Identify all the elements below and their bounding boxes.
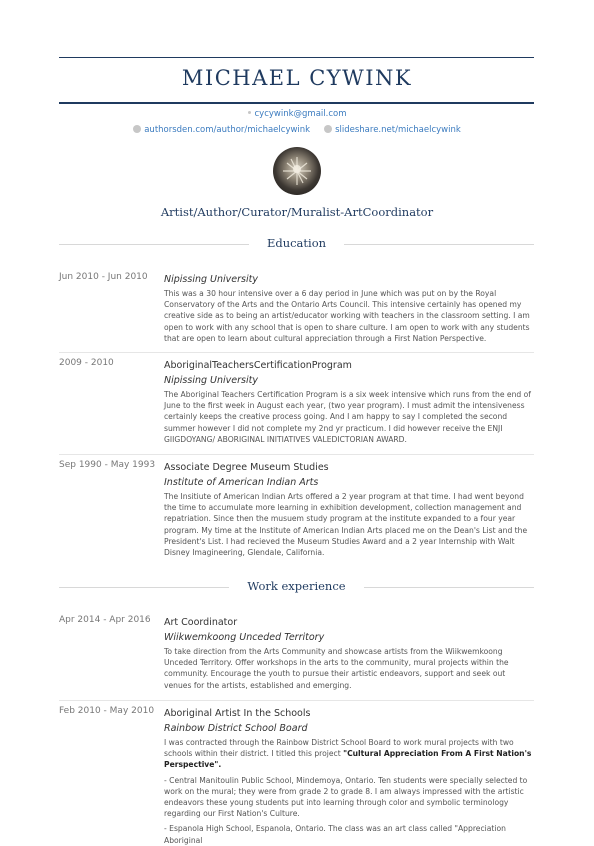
bullet-icon bbox=[248, 111, 251, 114]
profile-photo bbox=[273, 147, 321, 195]
entry-description: I was contracted through the Rainbow District School Board to work mural projects with two schools within their district. I titled this project "Cultural Appreciation From A First Nation's Perspective". bbox=[164, 738, 532, 770]
education-heading bbox=[59, 236, 534, 252]
candidate-name: MICHAEL CYWINK bbox=[181, 66, 413, 90]
entry-description: The Aboriginal Teachers Certification Program is a six week intensive which runs from the end of June to the first week in August each year, (two year program). I must admit the intensiveness certainly keeps the creative process going. And I am happy to say I completed the second summer however I did not complete my 2nd yr practicum. I did however receive the ENJI GIIGDOYANG/ ABORIGINAL INITIATIVES VALEDICTORIAN AWARD. bbox=[164, 390, 531, 444]
entry-title: Associate Degree Museum Studies bbox=[164, 462, 329, 473]
entry-title: Art Coordinator bbox=[164, 617, 238, 628]
top-rule bbox=[59, 57, 534, 58]
entry-date: Sep 1990 - May 1993 bbox=[59, 460, 156, 470]
entry-date: Jun 2010 - Jun 2010 bbox=[59, 272, 148, 282]
entry-description: The Insitiute of American Indian Arts offered a 2 year program at that time. I had went beyond the time to accumulate more learning in exhibition development, collection management and repatriation. Since then the musuem study program at the institute expanded to a four year program. My time at the Institute of American Indian Arts placed me on the Dean's List and the President's List. I had recieved the Museum Studies Award and a 2 year Internship with Walt Disney Imagineering, Glendale, California. bbox=[164, 492, 528, 558]
entry-org: Nipissing University bbox=[164, 274, 258, 285]
name-underline bbox=[59, 102, 534, 104]
education-title: Education bbox=[266, 236, 327, 250]
entry-org: Rainbow District School Board bbox=[164, 723, 308, 734]
contact-links-row bbox=[0, 125, 594, 135]
row-divider bbox=[59, 352, 534, 353]
work-title: Work experience bbox=[247, 579, 346, 593]
headline: Artist/Author/Curator/Muralist-ArtCoordinator bbox=[160, 205, 434, 219]
entry-description: This was a 30 hour intensive over a 6 day period in June which was put on by the Royal Conservatory of the Arts and the Ontario Arts Council. This intensive certainly has opened my creative side as to being an artist/educator working with teachers in the classroom setting. I am open to work with any school that is open to share culture. I am open to work with any students that are open to learn about cultural appreciation through a First Nation Perspective. bbox=[164, 289, 530, 343]
globe-icon bbox=[133, 125, 141, 133]
entry-date: 2009 - 2010 bbox=[59, 358, 114, 368]
entry-date: Apr 2014 - Apr 2016 bbox=[59, 615, 151, 625]
work-heading bbox=[59, 579, 534, 595]
row-divider bbox=[59, 454, 534, 455]
entry-org: Wiikwemkoong Unceded Territory bbox=[164, 632, 325, 643]
contact-email-row bbox=[0, 109, 594, 119]
slideshare-link[interactable]: slideshare.net/michaelcywink bbox=[335, 125, 461, 135]
entry-org: Institute of American Indian Arts bbox=[164, 477, 319, 488]
entry-date: Feb 2010 - May 2010 bbox=[59, 706, 155, 716]
email-link[interactable]: cycywink@gmail.com bbox=[254, 109, 347, 119]
entry-description: - Espanola High School, Espanola, Ontario. The class was an art class called "Appreciation Aboriginal bbox=[164, 824, 506, 845]
entry-title: Aboriginal Artist In the Schools bbox=[164, 708, 311, 719]
authorsden-link[interactable]: authorsden.com/author/michaelcywink bbox=[144, 125, 311, 135]
entry-org: Nipissing University bbox=[164, 375, 258, 386]
globe-icon bbox=[324, 125, 332, 133]
entry-title: AboriginalTeachersCertificationProgram bbox=[164, 360, 352, 371]
entry-description: To take direction from the Arts Community and showcase artists from the Wiikwemkoong Unceded Territory. Offer workshops in the arts to the community, mural projects within the community. Encourage the youth to pursue their artistic endeavors, support and seek out venues for the artists, established and emerging. bbox=[164, 647, 509, 690]
entry-description: - Central Manitoulin Public School, Mindemoya, Ontario. Ten students were specially selected to work on the mural; they were from grade 2 to grade 8. I am always impressed with the artistic endeavors these young students put into learning through color and symbolic terminology regarding our First Nation's Culture. bbox=[164, 775, 528, 819]
project-title: "Cultural Appreciation From A First Nation's Perspective". bbox=[164, 749, 532, 770]
row-divider bbox=[59, 700, 534, 701]
